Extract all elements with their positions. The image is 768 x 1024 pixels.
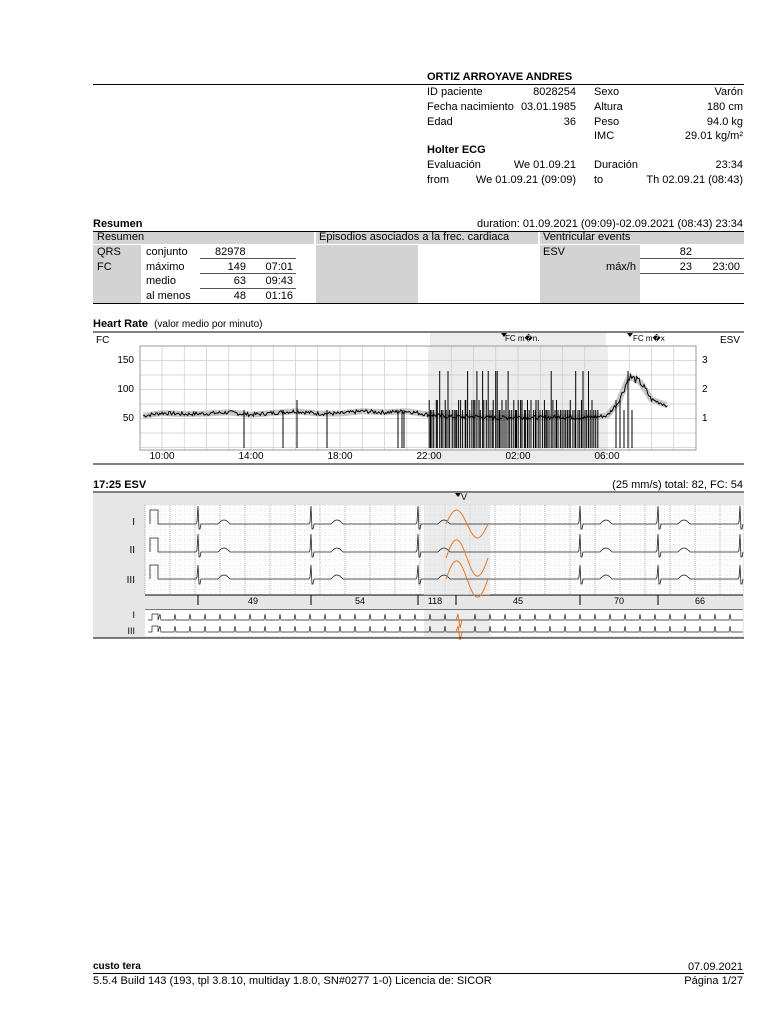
eval-value: We 01.09.21 (513, 159, 576, 171)
max-label: máximo (146, 261, 185, 273)
summary-title: Resumen (93, 218, 143, 230)
footer-build: 5.5.4 Build 143 (193, tpl 3.8.10, multiday 1.8.0, SN#0277 1-0) Licencia de: SICOR (93, 975, 492, 987)
birth-label: Fecha nacimiento (427, 101, 514, 113)
footer-page: Página 1/27 (684, 975, 743, 987)
sex-value: Varón (714, 86, 743, 98)
sex-label: Sexo (594, 86, 620, 98)
qrs-label: QRS (97, 246, 121, 258)
weight-value: 94.0 kg (706, 116, 743, 128)
hr-x-tick-0200: 02:00 (505, 451, 531, 462)
birth-date: 03.01.1985 (520, 101, 576, 113)
summary-col3-header: Ventricular events (543, 231, 631, 243)
rr-6: 66 (694, 596, 706, 606)
height-value: 180 cm (706, 101, 743, 113)
max-value: 149 (227, 261, 246, 273)
duration-label: Duración (594, 159, 639, 171)
strip-info: (25 mm/s) total: 82, FC: 54 (612, 479, 743, 491)
rhythm-lead-III-label: III (127, 626, 135, 636)
rr-1: 49 (247, 596, 259, 606)
hr-x-tick-1800: 18:00 (327, 451, 353, 462)
qrs-value: 82978 (215, 246, 246, 258)
esv-y-tick-1: 1 (702, 413, 708, 424)
fc-label: FC (97, 261, 112, 273)
mean-time: 09:43 (265, 275, 293, 287)
to-label: to (594, 174, 604, 186)
patient-id: 8028254 (533, 86, 576, 98)
rr-4: 45 (512, 596, 524, 606)
duration-value: 23:34 (715, 159, 743, 171)
footer-date: 07.09.2021 (687, 961, 743, 973)
footer-app: custo tera (93, 961, 141, 972)
rr-5: 70 (613, 596, 625, 606)
hr-y-label-right: ESV (720, 335, 741, 346)
lead-III-label: III (126, 575, 135, 586)
from-value: We 01.09.21 (09:09) (475, 174, 576, 186)
lead-I-label: I (132, 517, 135, 528)
hr-y-tick-150: 150 (117, 355, 134, 366)
hr-x-tick-1400: 14:00 (238, 451, 264, 462)
bmi-value: 29.01 kg/m² (684, 130, 743, 142)
from-label: from (427, 174, 449, 186)
esv-y-tick-3: 3 (702, 355, 708, 366)
patient-name: ORTIZ ARROYAVE ANDRES (427, 71, 573, 83)
max-time: 07:01 (265, 261, 293, 273)
lead-II-label: II (129, 545, 135, 556)
min-value: 48 (233, 290, 246, 302)
rr-3: 118 (427, 596, 443, 606)
hr-title: Heart Rate (93, 318, 149, 330)
hr-x-tick-2200: 22:00 (416, 451, 442, 462)
hr-x-tick-1000: 10:00 (149, 451, 175, 462)
patient-id-label: ID paciente (427, 86, 483, 98)
eval-label: Evaluación (427, 159, 481, 171)
summary-col2-header: Episodios asociados a la frec. cardiaca (319, 231, 510, 243)
esv-value: 82 (679, 246, 692, 258)
maxh-label: máx/h (606, 261, 636, 273)
age-value: 36 (563, 116, 576, 128)
strip-title: 17:25 ESV (93, 479, 147, 491)
min-label: al menos (146, 290, 191, 302)
rr-2: 54 (354, 596, 366, 606)
hr-grid (140, 346, 696, 450)
weight-label: Peso (594, 116, 620, 128)
summary-duration: duration: 01.09.2021 (09:09)-02.09.2021 (08:43) 23:34 (476, 218, 743, 230)
esv-label: ESV (543, 246, 566, 258)
hr-y-tick-50: 50 (122, 413, 134, 424)
hr-y-tick-100: 100 (117, 384, 134, 395)
esv-y-tick-2: 2 (702, 384, 708, 395)
to-value: Th 02.09.21 (08:43) (646, 174, 743, 186)
maxh-time: 23:00 (712, 261, 740, 273)
summary-col1-header: Resumen (97, 231, 145, 243)
qrs-sub: conjunto (146, 246, 188, 258)
mean-label: medio (146, 275, 176, 287)
rhythm-lead-I-label: I (132, 610, 135, 620)
marker-max: FC m�x (633, 334, 665, 343)
min-time: 01:16 (265, 290, 293, 302)
marker-min: FC m�n. (505, 334, 540, 343)
hr-x-tick-0600: 06:00 (594, 451, 620, 462)
age-label: Edad (427, 116, 453, 128)
mean-value: 63 (233, 275, 246, 287)
maxh-value: 23 (679, 261, 692, 273)
height-label: Altura (594, 101, 623, 113)
hr-y-label-left: FC (96, 335, 110, 346)
hr-subtitle: (valor medio por minuto) (154, 319, 263, 330)
holter-title: Holter ECG (427, 144, 486, 156)
v-marker: V (461, 492, 468, 502)
bmi-label: IMC (594, 130, 615, 142)
